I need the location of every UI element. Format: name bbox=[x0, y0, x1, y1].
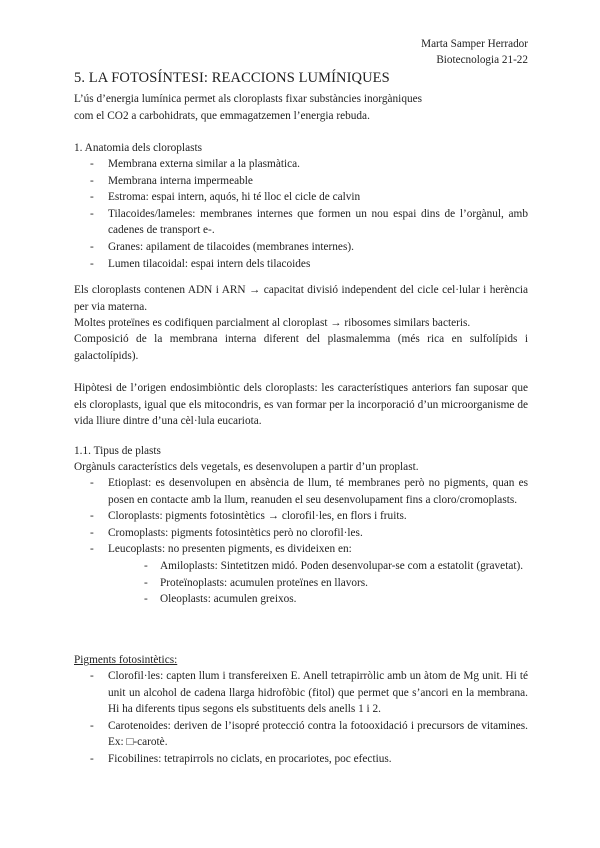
leucoplasts-text: Leucoplasts: no presenten pigments, es divideixen en: bbox=[108, 543, 352, 556]
list-item: - Cloroplasts: pigments fotosintètics → clorofil·les, en flors i fruits. bbox=[74, 508, 528, 525]
list-item: - Ficobilines: tetrapirrols no ciclats, en procariotes, poc efectius. bbox=[74, 751, 528, 768]
section11-heading: 1.1. Tipus de plasts bbox=[74, 445, 161, 457]
section1-heading: 1. Anatomia dels cloroplasts bbox=[74, 142, 203, 154]
list-item: - Granes: apilament de tilacoides (membranes internes). bbox=[74, 239, 528, 256]
list-item: - Estroma: espai intern, aquós, hi té lloc el cicle de calvin bbox=[74, 189, 528, 206]
page-title: 5. LA FOTOSÍNTESI: REACCIONS LUMÍNIQUES bbox=[74, 70, 390, 86]
list-item: - Clorofil·les: capten llum i transfereixen E. Anell tetrapirròlic amb un àtom de Mg unit. Hi té unit un alcohol de cadena llarga hidrofòbic (fitol) que permet que s’ancori en la membrana. Hi ha diferents tipus segons els substituents dels anells 1 i 2. bbox=[74, 668, 528, 718]
paragraph-proteins: Moltes proteïnes es codifiquen parcialment al cloroplast → ribosomes similars bacteris. bbox=[74, 317, 471, 329]
author-name: Marta Samper Herrador bbox=[421, 38, 528, 50]
paragraph-membrane: Composició de la membrana interna diferent del plasmalemma (més rica en sulfolípids i galactolípids). bbox=[74, 333, 528, 362]
pigments-heading: Pigments fotosintètics: bbox=[74, 654, 178, 666]
list-item: - Carotenoides: deriven de l’isopré protecció contra la fotooxidació i precursors de vitamines. Ex: □-carotè. bbox=[74, 718, 528, 751]
list-item bbox=[74, 541, 528, 607]
leucoplast-sublist bbox=[108, 558, 528, 608]
section11-intro: Orgànuls característics dels vegetals, es desenvolupen a partir d’un proplast. bbox=[74, 461, 419, 473]
paragraph-dna: Els cloroplasts contenen ADN i ARN → capacitat divisió independent del cicle cel·lular i herència per via materna. bbox=[74, 284, 528, 313]
pigments-list bbox=[74, 668, 528, 768]
paragraph-endosymbiotic: Hipòtesi de l’origen endosimbiòntic dels cloroplasts: les característiques anteriors fan suposar que els cloroplasts, igual que els mitocondris, es van formar per la incorporació d’un microorganisme de vida lliure dintre d’una cèl·lula eucariota. bbox=[74, 382, 528, 428]
sublist-item: - Proteïnoplasts: acumulen proteïnes en llavors. bbox=[108, 575, 528, 592]
course-name: Biotecnologia 21-22 bbox=[436, 54, 528, 66]
intro-line-1: L’ús d’energia lumínica permet als cloroplasts fixar substàncies inorgàniques bbox=[74, 93, 423, 105]
list-item: - Tilacoides/lameles: membranes internes que formen un nou espai dins de l’orgànul, amb cadenes de transport e-. bbox=[74, 206, 528, 239]
sublist-item: - Amiloplasts: Sintetitzen midó. Poden desenvolupar-se com a estatolit (gravetat). bbox=[108, 558, 528, 575]
intro-paragraph bbox=[74, 91, 528, 124]
list-item: - Lumen tilacoidal: espai intern dels tilacoides bbox=[74, 256, 528, 273]
plast-types-list bbox=[74, 475, 528, 608]
sublist-item: - Oleoplasts: acumulen greixos. bbox=[108, 591, 528, 608]
intro-line-2: com el CO2 a carbohidrats, que emmagatzemen l’energia rebuda. bbox=[74, 109, 370, 122]
list-item: - Membrana externa similar a la plasmàtica. bbox=[74, 156, 528, 173]
anatomy-list bbox=[74, 156, 528, 272]
document-header bbox=[421, 36, 528, 68]
list-item: - Etioplast: es desenvolupen en absència de llum, té membranes però no pigments, quan es posen en contacte amb la llum, reanuden el seu desenvolupament fins a cloro/cromoplasts. bbox=[74, 475, 528, 508]
list-item: - Membrana interna impermeable bbox=[74, 173, 528, 190]
list-item: - Cromoplasts: pigments fotosintètics però no clorofil·les. bbox=[74, 525, 528, 542]
